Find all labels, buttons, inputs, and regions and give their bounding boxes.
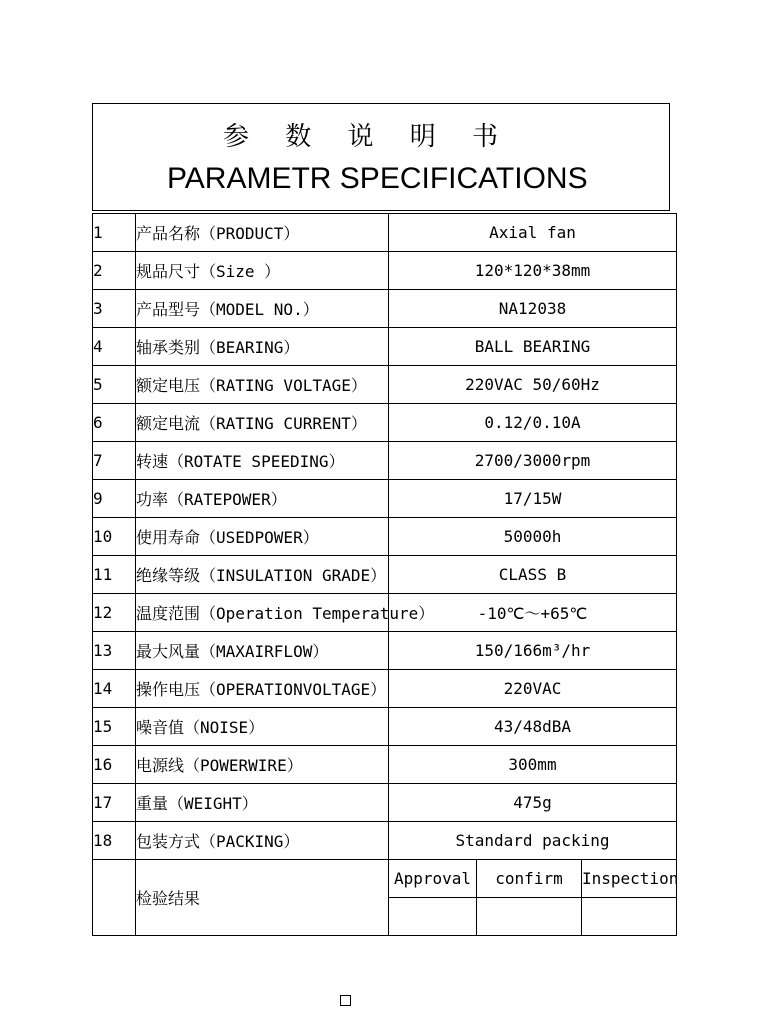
row-number: 1 [93,214,136,252]
spec-table [92,213,677,936]
row-value: 220VAC 50/60Hz [389,366,677,404]
row-value: 300mm [389,746,677,784]
confirm-signature-cell[interactable] [477,898,582,936]
signoff-section [93,860,677,936]
row-number: 17 [93,784,136,822]
row-value: Axial fan [389,214,677,252]
spec-row [93,746,677,784]
row-value: CLASS B [389,556,677,594]
spec-row [93,708,677,746]
spec-row [93,670,677,708]
row-label: 噪音值（NOISE） [136,708,389,746]
spec-row [93,404,677,442]
spec-row [93,214,677,252]
row-number: 6 [93,404,136,442]
spec-row [93,366,677,404]
approval-signature-cell[interactable] [389,898,477,936]
row-label: 操作电压（OPERATIONVOLTAGE） [136,670,389,708]
spec-row [93,290,677,328]
row-label: 使用寿命（USEDPOWER） [136,518,389,556]
spec-table-body [93,214,677,860]
spec-row [93,632,677,670]
inspection-signature-cell[interactable] [582,898,677,936]
row-label: 电源线（POWERWIRE） [136,746,389,784]
row-value: 0.12/0.10A [389,404,677,442]
row-number: 10 [93,518,136,556]
row-label: 转速（ROTATE SPEEDING） [136,442,389,480]
spec-row [93,822,677,860]
row-value: -10℃～+65℃ [389,594,677,632]
row-number: 4 [93,328,136,366]
row-value: BALL BEARING [389,328,677,366]
row-label: 重量（WEIGHT） [136,784,389,822]
row-label: 最大风量（MAXAIRFLOW） [136,632,389,670]
inspection-result-label: 检验结果 [136,860,389,936]
row-number: 14 [93,670,136,708]
row-value: 220VAC [389,670,677,708]
row-number: 2 [93,252,136,290]
spec-row [93,556,677,594]
signoff-row [93,860,677,898]
row-value: Standard packing [389,822,677,860]
confirm-header: confirm [477,860,582,898]
spec-row [93,518,677,556]
row-number: 12 [93,594,136,632]
row-number: 5 [93,366,136,404]
title-box [92,103,670,211]
approval-header: Approval [389,860,477,898]
row-value: 2700/3000rpm [389,442,677,480]
row-label: 温度范围（Operation Temperature） [136,594,389,632]
row-value: 43/48dBA [389,708,677,746]
row-value: 50000h [389,518,677,556]
row-number: 15 [93,708,136,746]
row-number: 18 [93,822,136,860]
row-label: 功率（RATEPOWER） [136,480,389,518]
row-value: 150/166m³/hr [389,632,677,670]
row-number: 9 [93,480,136,518]
row-number: 11 [93,556,136,594]
row-value: NA12038 [389,290,677,328]
row-label: 包装方式（PACKING） [136,822,389,860]
row-label: 规品尺寸（Size ） [136,252,389,290]
row-value: 120*120*38mm [389,252,677,290]
row-label: 绝缘等级（INSULATION GRADE） [136,556,389,594]
row-number: 13 [93,632,136,670]
row-label: 产品名称（PRODUCT） [136,214,389,252]
spec-row [93,784,677,822]
row-label: 额定电流（RATING CURRENT） [136,404,389,442]
row-value: 475g [389,784,677,822]
title-english: PARAMETR SPECIFICATIONS [167,162,588,195]
row-number: 16 [93,746,136,784]
inspection-header: Inspection [582,860,677,898]
row-label: 轴承类别（BEARING） [136,328,389,366]
row-label: 产品型号（MODEL NO.） [136,290,389,328]
row-number: 3 [93,290,136,328]
page-marker [340,995,351,1006]
spec-row [93,594,677,632]
spec-row [93,480,677,518]
title-chinese: 参 数 说 明 书 [223,122,513,152]
spec-row [93,442,677,480]
row-value: 17/15W [389,480,677,518]
spec-row [93,252,677,290]
signoff-num-cell [93,860,136,936]
row-number: 7 [93,442,136,480]
spec-row [93,328,677,366]
row-label: 额定电压（RATING VOLTAGE） [136,366,389,404]
